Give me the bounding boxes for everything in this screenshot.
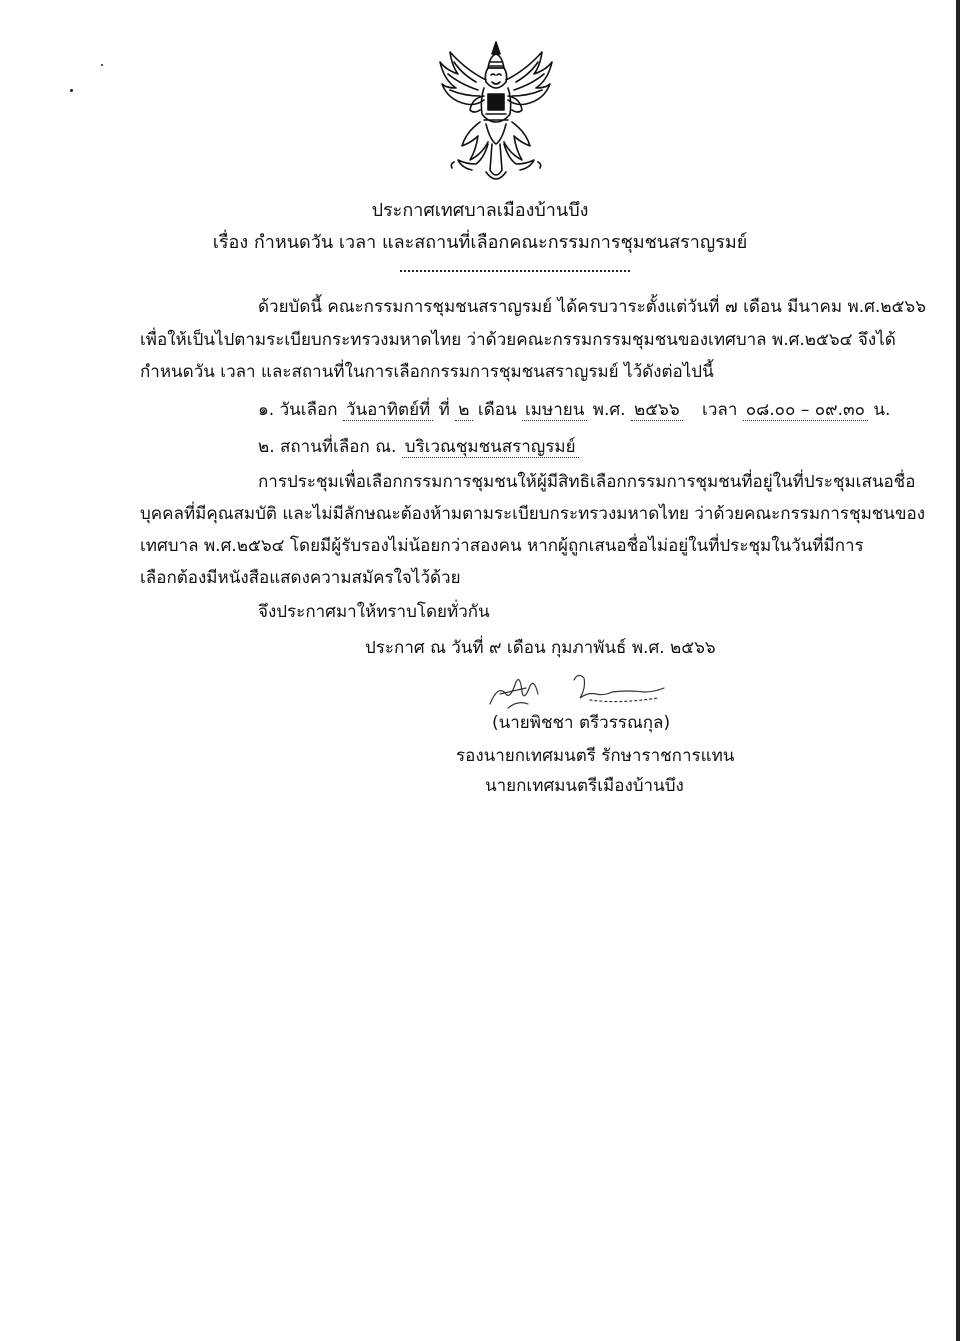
paragraph-2-line-4: เลือกต้องมีหนังสือแสดงความสมัครใจไว้ด้วย	[140, 568, 461, 588]
separator-dots	[400, 266, 630, 272]
item-1-ti: ที่	[438, 400, 450, 420]
signatory-position-2: นายกเทศมนตรีเมืองบ้านบึง	[485, 776, 684, 796]
item-1-year-label: พ.ศ.	[592, 400, 626, 420]
garuda-emblem-icon	[436, 40, 556, 188]
item-1-time-value: ๐๘.๐๐ – ๐๙.๓๐	[743, 400, 868, 421]
paragraph-1-line-2: เพื่อให้เป็นไปตามระเบียบกระทรวงมหาดไทย ว่าด้วยคณะกรรมกรรมชุมชนของเทศบาล พ.ศ.๒๕๖๔ จึงได้	[140, 330, 896, 350]
document-title: ประกาศเทศบาลเมืองบ้านบึง	[371, 200, 589, 221]
item-1-label: ๑. วันเลือก	[258, 400, 338, 420]
closing-line: จึงประกาศมาให้ทราบโดยทั่วกัน	[258, 602, 490, 622]
item-1-year-value: ๒๕๖๖	[631, 400, 683, 421]
signatory-name: (นายพิชชา ตรีวรรณกุล)	[492, 713, 671, 733]
item-1-month-label: เดือน	[477, 400, 517, 420]
scan-speck	[101, 64, 103, 66]
scan-border	[956, 0, 960, 1341]
scan-speck	[70, 89, 73, 92]
item-1-month-value: เมษายน	[522, 400, 587, 421]
paragraph-1-line-1: ด้วยบัดนี้ คณะกรรมการชุมชนสราญรมย์ ได้ครบวาระตั้งแต่วันที่ ๗ เดือน มีนาคม พ.ศ.๒๕๖๖	[258, 297, 926, 317]
item-1-day-value: วันอาทิตย์ที่	[343, 400, 433, 421]
paragraph-2-line-2: บุคคลที่มีคุณสมบัติ และไม่มีลักษณะต้องห้ามตามระเบียบกระทรวงมหาดไทย ว่าด้วยคณะกรรมการชุมชนของ	[140, 504, 926, 524]
item-1-time-label: เวลา	[702, 400, 738, 420]
item-2-label: ๒. สถานที่เลือก ณ.	[258, 437, 397, 457]
item-2-election-place	[258, 436, 579, 458]
item-1-election-date	[258, 399, 890, 421]
handwritten-signature	[478, 664, 678, 714]
item-1-time-unit: น.	[873, 400, 891, 420]
paragraph-2-line-1: การประชุมเพื่อเลือกกรรมการชุมชนให้ผู้มีสิทธิเลือกกรรมการชุมชนที่อยู่ในที่ประชุมเสนอชื่อ	[258, 472, 916, 492]
paragraph-2-line-3: เทศบาล พ.ศ.๒๕๖๔ โดยมีผู้รับรองไม่น้อยกว่าสองคน หากผู้ถูกเสนอชื่อไม่อยู่ในที่ประชุมในวันที่มีการ	[140, 536, 864, 556]
item-1-date-value: ๒	[455, 400, 472, 421]
announcement-date: ประกาศ ณ วันที่ ๙ เดือน กุมภาพันธ์ พ.ศ. ๒๕๖๖	[365, 638, 716, 658]
document-subject: เรื่อง กำหนดวัน เวลา และสถานที่เลือกคณะกรรมการชุมชนสราญรมย์	[212, 232, 748, 253]
paragraph-1-line-3: กำหนดวัน เวลา และสถานที่ในการเลือกกรรมการชุมชนสราญรมย์ ไว้ดังต่อไปนี้	[140, 362, 714, 382]
signatory-position-1: รองนายกเทศมนตรี รักษาราชการแทน	[456, 746, 735, 766]
item-2-place-value: บริเวณชุมชนสราญรมย์	[402, 437, 579, 458]
